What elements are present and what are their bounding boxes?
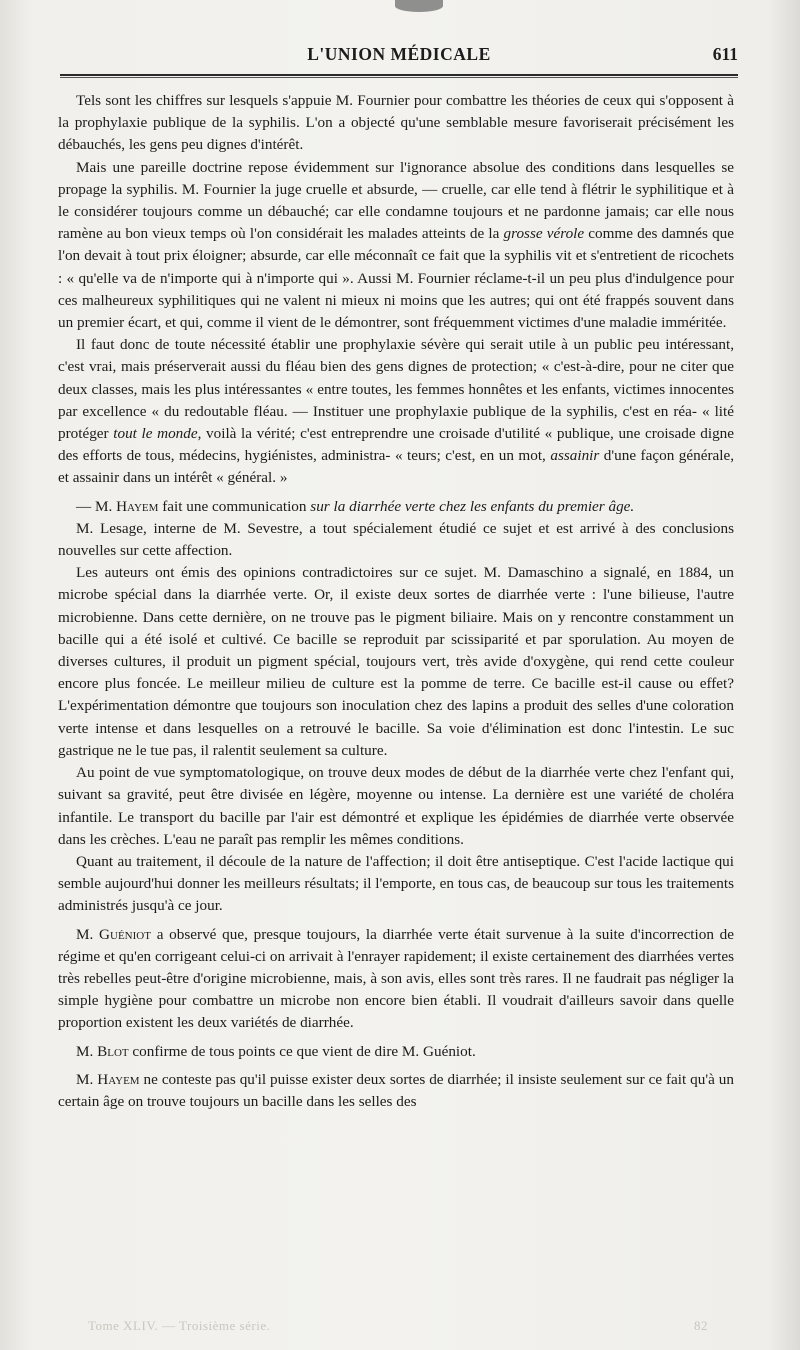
paragraph-symptomatologie: Au point de vue symptomatologique, on trouve deux modes de début de la diarrhée verte chez l'enfant qui, suivant sa gravité, peut être divisée en légère, moyenne ou intense. La dernière est une variété de choléra infantile. Le transport du bacille par l'air est démontré et explique les épidémies de diarrhée verte observée dans les crèches. L'eau ne paraît pas remplir les mêmes conditions. <box>58 764 734 848</box>
paragraph-prophylaxie: Il faut donc de toute nécessité établir une prophylaxie sévère qui serait utile à un public peu intéressant, c'est vrai, mais préserverait aussi du fléau bien des gens dignes de protection; « c'est-à-dire, pour ne citer que deux classes, mais les plus intéressantes « entre toutes, les femmes honnêtes et les enfants, victimes innocentes par excellence « du redoutable fléau. — Instituer une prophylaxie publique de la syphilis, c'est en réa- « lité protéger tout le monde, voilà la vérité; c'est entreprendre une croisade d'utilité « publique, une croisade digne des efforts de tous, médecins, hygiénistes, administra- « teurs; c'est, en un mot, assainir d'une façon générale, et assainir dans un intérêt « général. » <box>58 336 735 487</box>
paragraph-lesage: M. Lesage, interne de M. Sevestre, a tout spécialement étudié ce sujet et est arrivé à des conclusions nouvelles sur cette affection. <box>58 519 734 560</box>
journal-title: L'UNION MÉDICALE <box>307 44 491 64</box>
paragraph-hayem-reply: M. Hayem ne conteste pas qu'il puisse exister deux sortes de diarrhée; il insiste seulement sur ce fait qu'à un certain âge on trouve toujours un bacille dans les selles des <box>58 1070 734 1110</box>
paragraph-fournier-figures: Tels sont les chiffres sur lesquels s'appuie M. Fournier pour combattre les théories de ceux qui s'opposent à la prophylaxie publique de la syphilis. L'on a objecté qu'une semblable mesure favoriserait précisément les débauchés, les gens peu dignes d'intérêt. <box>58 92 734 154</box>
paragraph-auteurs: Les auteurs ont émis des opinions contradictoires sur ce sujet. M. Damaschino a signalé, en 1884, un microbe spécial dans la diarrhée verte. Or, il existe deux sortes de diarrhée verte : l'une bilieuse, l'autre microbienne. Dans cette dernière, on ne trouve pas le pigment biliaire. Mais on y rencontre constamment un bacille qui a été isolé et cultivé. Ce bacille se reproduit par scissiparité et par sporulation. Au moyen de diverses cultures, il produit un pigment spécial, toujours vert, très avide d'oxygène, qui rend cette couleur encore plus foncée. Le meilleur milieu de culture est la pomme de terre. Ce bacille est-il cause ou effet? L'expérimentation démontre que toujours son inoculation chez des lapins a produit des selles d'une coloration verte intense et dans lesquelles on a retrouvé le bacille. Sa voie d'élimination est donc l'intestin. Le suc gastrique ne le tue pas, il ralentit seulement sa culture. <box>58 564 734 759</box>
running-head <box>60 44 738 70</box>
paragraph-traitement: Quant au traitement, il découle de la nature de l'affection; il doit être antiseptique. C'est l'acide lactique qui semble aujourd'hui donner les meilleurs résultats; il l'emporte, en tous cas, de beaucoup sur tous les traitements administrés jusqu'à ce jour. <box>58 852 734 915</box>
binding-mark <box>395 0 443 12</box>
show-through-footer: Tome XLIV. — Troisième série. 82 <box>88 1318 708 1333</box>
article-body <box>58 90 734 1113</box>
paragraph-hayem-communication: — M. Hayem fait une communication sur la diarrhée verte chez les enfants du premier âge. <box>76 497 635 515</box>
page-number: 611 <box>712 44 738 64</box>
paragraph-gueniot: M. Guéniot a observé que, presque toujours, la diarrhée verte était survenue à la suite d'incorrection de régime et qu'en corrigeant celui-ci on arrivait à l'enrayer rapidement; il existe certainement des diarrhées vertes très rebelles peut-être d'origine microbienne, mais, à son avis, elles sont très rares. Il ne faudrait pas négliger la simple hygiène pour combattre un microbe non encore bien établi. Il voudrait d'ailleurs savoir dans quelle proportion existent les deux variétés de diarrhée. <box>58 925 735 1032</box>
paragraph-doctrine: Mais une pareille doctrine repose évidemment sur l'ignorance absolue des conditions dans lesquelles se propage la syphilis. M. Fournier la juge cruelle et absurde, — cruelle, car elle tend à flétrir le syphilitique et à le considérer toujours comme un débauché; car elle condamne toujours et ne pardonne jamais; car elle nous ramène au bon vieux temps où l'on considérait les malades atteints de la grosse vérole comme des damnés que l'on devait à tout prix éloigner; absurde, car elle méconnaît ce fait que la syphilis vit et s'entretient de ricochets : « qu'elle va de n'importe qui à n'importe qui ». Aussi M. Fournier réclame-t-il un peu plus d'indulgence pour ces malheureux syphilitiques qui ne valent ni mieux ni moins que les autres; qui ont été frappés souvent dans un premier écart, et qui, comme il vient de le démontrer, sont fréquemment victimes d'une maladie imméritée. <box>58 158 734 332</box>
paragraph-blot: M. Blot confirme de tous points ce que vient de dire M. Guéniot. <box>76 1042 476 1060</box>
header-rule <box>60 74 738 78</box>
